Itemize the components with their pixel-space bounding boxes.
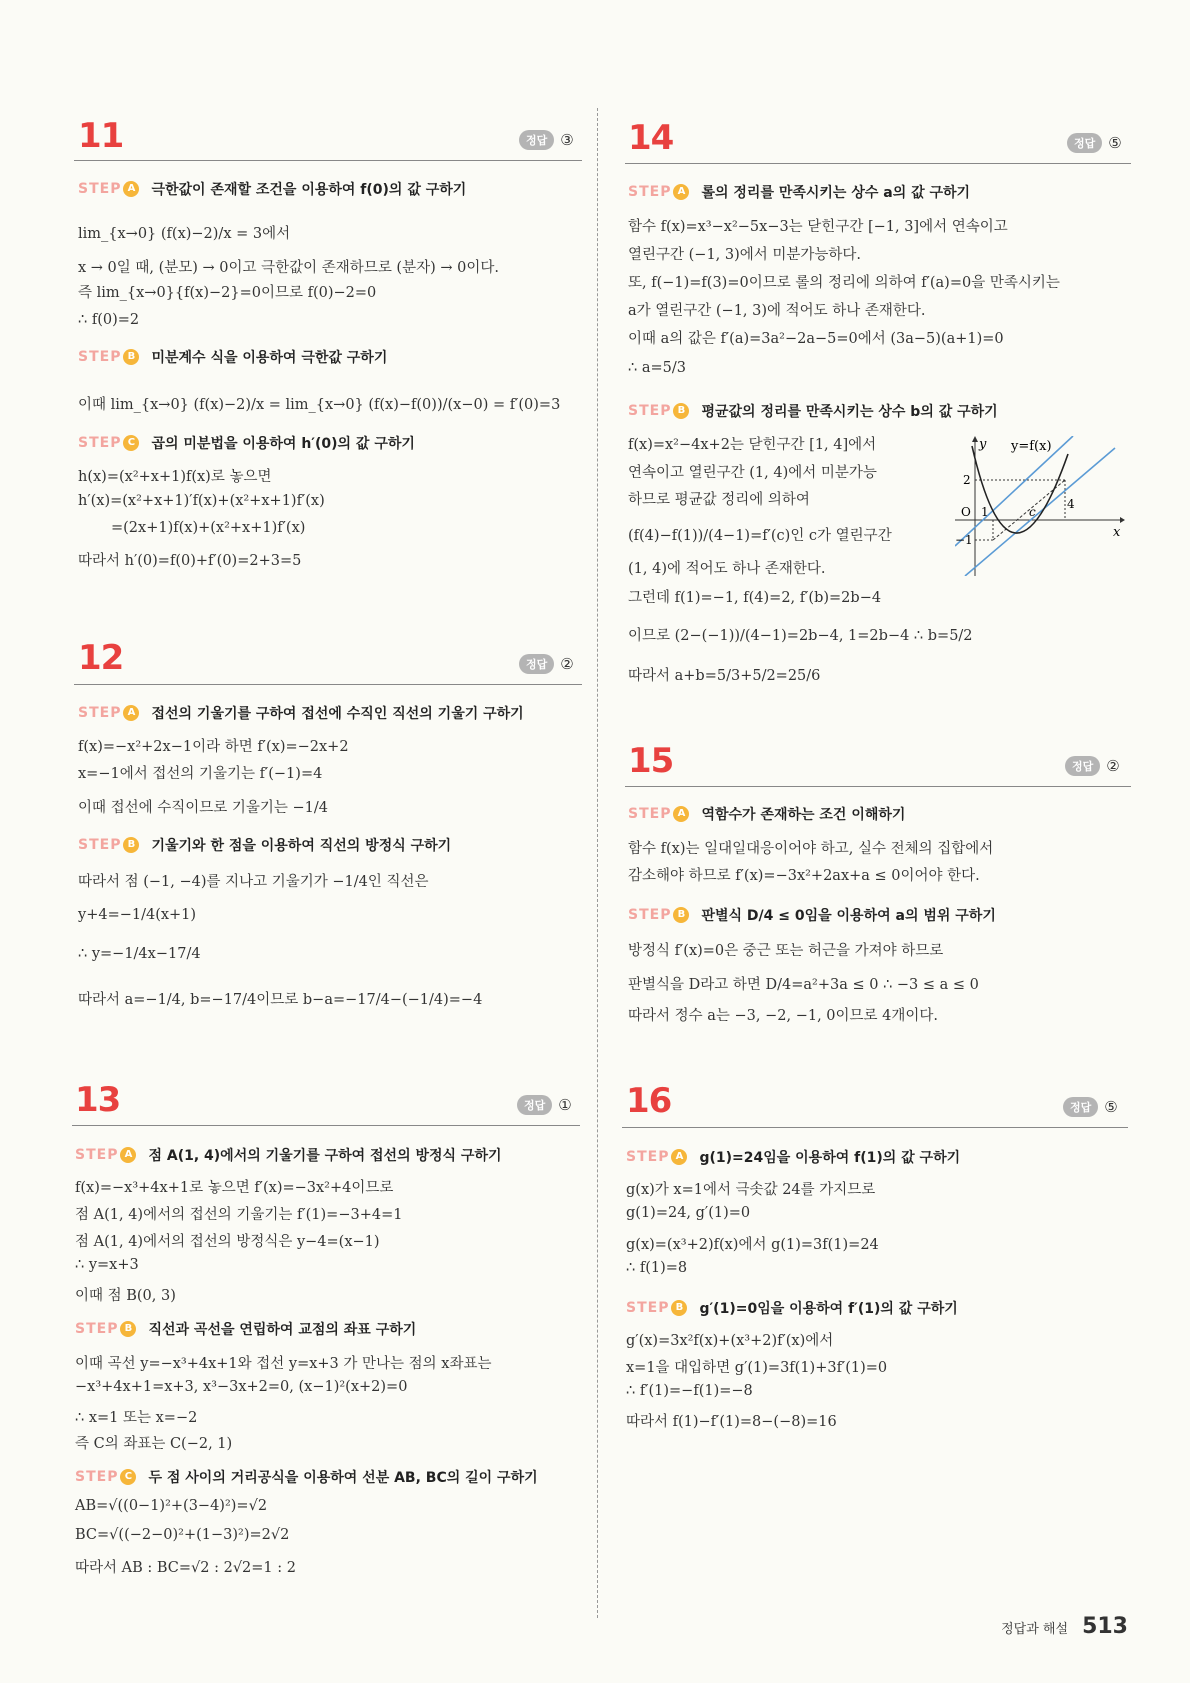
function-graph xyxy=(955,436,1125,576)
step-header xyxy=(78,703,524,723)
solution-line: 열린구간 (−1, 3)에서 미분가능하다. xyxy=(628,247,862,263)
solution-line: 하므로 평균값 정리에 의하여 xyxy=(628,492,810,508)
step-label: STEP xyxy=(78,837,122,853)
step-label: STEP xyxy=(75,1469,119,1485)
answer-value: ③ xyxy=(560,131,574,149)
solution-line: −x³+4x+1=x+3, x³−3x+2=0, (x−1)²(x+2)=0 xyxy=(75,1379,408,1395)
step-title: 평균값의 정리를 만족시키는 상수 b의 값 구하기 xyxy=(701,404,998,420)
step-title: 롤의 정리를 만족시키는 상수 a의 값 구하기 xyxy=(701,185,971,201)
step-title: g′(1)=0임을 이용하여 f′(1)의 값 구하기 xyxy=(699,1301,958,1317)
step-label: STEP xyxy=(628,184,672,200)
page-footer xyxy=(1001,1614,1128,1639)
answer-label: 정답 xyxy=(517,1095,552,1115)
section-label: 정답과 해설 xyxy=(1001,1622,1069,1637)
page-number: 513 xyxy=(1082,1614,1128,1639)
solution-line: 즉 C의 좌표는 C(−2, 1) xyxy=(75,1436,233,1452)
tick-label-c: c xyxy=(1029,505,1036,519)
solution-line: AB=√((0−1)²+(3−4)²)=√2 xyxy=(75,1498,268,1514)
step-header xyxy=(626,1147,960,1167)
problem-number: 14 xyxy=(628,118,674,158)
step-title: 직선과 곡선을 연립하여 교점의 좌표 구하기 xyxy=(148,1322,417,1338)
step-header xyxy=(626,1298,958,1318)
problem-number: 11 xyxy=(78,116,124,156)
solution-line: (f(4)−f(1))/(4−1)=f′(c)인 c가 열린구간 xyxy=(628,528,892,544)
function-label: y=f(x) xyxy=(1011,439,1052,454)
solution-line: 따라서 f(1)−f′(1)=8−(−8)=16 xyxy=(626,1414,837,1430)
solution-line: BC=√((−2−0)²+(1−3)²)=2√2 xyxy=(75,1527,290,1543)
answer-value: ② xyxy=(1106,757,1120,775)
solution-line: 점 A(1, 4)에서의 접선의 방정식은 y−4=(x−1) xyxy=(75,1234,380,1250)
answer-value: ② xyxy=(560,655,574,673)
solution-line: 방정식 f′(x)=0은 중근 또는 허근을 가져야 하므로 xyxy=(628,943,944,959)
solution-line: 이때 접선에 수직이므로 기울기는 −1/4 xyxy=(78,800,329,816)
solution-line: f(x)=x²−4x+2는 닫힌구간 [1, 4]에서 xyxy=(628,437,877,453)
solution-line: h(x)=(x²+x+1)f(x)로 놓으면 xyxy=(78,469,272,485)
solution-line: 따라서 정수 a는 −3, −2, −1, 0이므로 4개이다. xyxy=(628,1008,939,1024)
solution-line: lim_{x→0} (f(x)−2)/x = 3에서 xyxy=(78,226,291,242)
solution-line: x=−1에서 접선의 기울기는 f′(−1)=4 xyxy=(78,766,323,782)
answer-label: 정답 xyxy=(519,130,554,150)
step-header xyxy=(628,804,905,824)
step-label: STEP xyxy=(78,435,122,451)
solution-line: ∴ x=1 또는 x=−2 xyxy=(75,1410,198,1426)
step-marker: A xyxy=(123,181,139,197)
step-header xyxy=(75,1467,538,1487)
step-marker: C xyxy=(120,1469,136,1485)
tick-label-2: 2 xyxy=(963,473,971,487)
step-marker: B xyxy=(673,403,689,419)
step-title: 기울기와 한 점을 이용하여 직선의 방정식 구하기 xyxy=(151,838,452,854)
answer-badge xyxy=(519,654,574,674)
solution-line: g(1)=24, g′(1)=0 xyxy=(626,1205,751,1221)
step-label: STEP xyxy=(78,349,122,365)
step-label: STEP xyxy=(78,181,122,197)
tick-label-1: 1 xyxy=(981,505,989,519)
y-axis-label: y xyxy=(979,437,987,452)
answer-value: ⑤ xyxy=(1108,134,1122,152)
x-axis-label: x xyxy=(1113,525,1121,540)
solution-line: 이때 곡선 y=−x³+4x+1와 접선 y=x+3 가 만나는 점의 x좌표는 xyxy=(75,1356,492,1372)
solution-line: 이때 점 B(0, 3) xyxy=(75,1288,176,1304)
step-marker: A xyxy=(123,705,139,721)
step-marker: A xyxy=(671,1149,687,1165)
solution-line: 이때 a의 값은 f′(a)=3a²−2a−5=0에서 (3a−5)(a+1)=0 xyxy=(628,331,1004,347)
divider xyxy=(72,1125,580,1126)
solution-line: x → 0일 때, (분모) → 0이고 극한값이 존재하므로 (분자) → 0이다. xyxy=(78,260,499,276)
solution-line: 판별식을 D라고 하면 D/4=a²+3a ≤ 0 ∴ −3 ≤ a ≤ 0 xyxy=(628,977,979,993)
problem-number: 16 xyxy=(626,1081,672,1121)
divider xyxy=(74,160,582,161)
step-marker: B xyxy=(120,1321,136,1337)
answer-badge xyxy=(517,1095,572,1115)
solution-line: =(2x+1)f(x)+(x²+x+1)f′(x) xyxy=(111,520,306,536)
step-marker: A xyxy=(673,806,689,822)
solution-line: y+4=−1/4(x+1) xyxy=(78,907,197,923)
solution-line: 점 A(1, 4)에서의 접선의 기울기는 f′(1)=−3+4=1 xyxy=(75,1207,403,1223)
problem-number: 15 xyxy=(628,741,674,781)
solution-line: 함수 f(x)는 일대일대응이어야 하고, 실수 전체의 집합에서 xyxy=(628,841,994,857)
solution-line: 따라서 a+b=5/3+5/2=25/6 xyxy=(628,668,821,684)
solution-line: 연속이고 열린구간 (1, 4)에서 미분가능 xyxy=(628,465,877,481)
step-title: 극한값이 존재할 조건을 이용하여 f(0)의 값 구하기 xyxy=(151,182,467,198)
solution-line: 또, f(−1)=f(3)=0이므로 롤의 정리에 의하여 f′(a)=0을 만족시키는 xyxy=(628,275,1060,291)
solution-line: 감소해야 하므로 f′(x)=−3x²+2ax+a ≤ 0이어야 한다. xyxy=(628,868,980,884)
solution-line: g′(x)=3x²f(x)+(x³+2)f′(x)에서 xyxy=(626,1333,834,1349)
step-header xyxy=(75,1145,502,1165)
solution-line: ∴ y=−1/4x−17/4 xyxy=(78,946,201,962)
step-header xyxy=(75,1319,416,1339)
solution-line: 이므로 (2−(−1))/(4−1)=2b−4, 1=2b−4 ∴ b=5/2 xyxy=(628,628,973,644)
answer-badge xyxy=(1065,756,1120,776)
step-title: 판별식 D/4 ≤ 0임을 이용하여 a의 범위 구하기 xyxy=(701,908,996,924)
step-header xyxy=(78,433,415,453)
answer-badge xyxy=(519,130,574,150)
tick-label-neg1: −1 xyxy=(955,533,973,547)
step-title: 접선의 기울기를 구하여 접선에 수직인 직선의 기울기 구하기 xyxy=(151,706,524,722)
step-title: 점 A(1, 4)에서의 기울기를 구하여 접선의 방정식 구하기 xyxy=(148,1148,502,1164)
step-header xyxy=(628,182,970,202)
step-title: 미분계수 식을 이용하여 극한값 구하기 xyxy=(151,350,388,366)
step-label: STEP xyxy=(78,705,122,721)
answer-value: ⑤ xyxy=(1104,1098,1118,1116)
step-label: STEP xyxy=(628,907,672,923)
step-marker: B xyxy=(671,1300,687,1316)
step-marker: B xyxy=(673,907,689,923)
answer-badge xyxy=(1067,133,1122,153)
solution-line: g(x)가 x=1에서 극솟값 24를 가지므로 xyxy=(626,1182,876,1198)
solution-line: 따라서 AB : BC=√2 : 2√2=1 : 2 xyxy=(75,1560,296,1576)
solution-line: f(x)=−x³+4x+1로 놓으면 f′(x)=−3x²+4이므로 xyxy=(75,1180,394,1196)
step-marker: C xyxy=(123,435,139,451)
solution-line: 따라서 a=−1/4, b=−17/4이므로 b−a=−17/4−(−1/4)=−4 xyxy=(78,992,483,1008)
step-title: 곱의 미분법을 이용하여 h′(0)의 값 구하기 xyxy=(151,436,415,452)
step-marker: A xyxy=(120,1147,136,1163)
step-title: 두 점 사이의 거리공식을 이용하여 선분 AB, BC의 길이 구하기 xyxy=(148,1470,538,1486)
solution-line: ∴ a=5/3 xyxy=(628,360,686,376)
step-label: STEP xyxy=(628,403,672,419)
answer-badge xyxy=(1063,1097,1118,1117)
step-label: STEP xyxy=(626,1149,670,1165)
solution-line: (1, 4)에 적어도 하나 존재한다. xyxy=(628,561,826,577)
column-divider xyxy=(597,108,598,1618)
tick-label-4: 4 xyxy=(1067,497,1075,511)
x-axis-arrow xyxy=(1120,517,1125,523)
step-label: STEP xyxy=(628,806,672,822)
problem-number: 12 xyxy=(78,638,124,678)
step-header xyxy=(628,401,998,421)
solution-line: 즉 lim_{x→0}{f(x)−2}=0이므로 f(0)−2=0 xyxy=(78,285,377,301)
solution-line: ∴ y=x+3 xyxy=(75,1257,139,1273)
divider xyxy=(625,163,1131,164)
solution-line: 함수 f(x)=x³−x²−5x−3는 닫힌구간 [−1, 3]에서 연속이고 xyxy=(628,219,1008,235)
divider xyxy=(625,786,1131,787)
origin-label: O xyxy=(961,505,971,519)
step-label: STEP xyxy=(75,1147,119,1163)
step-title: 역함수가 존재하는 조건 이해하기 xyxy=(701,807,906,823)
y-axis-arrow xyxy=(972,436,978,442)
step-header xyxy=(78,835,451,855)
solution-line: 이때 lim_{x→0} (f(x)−2)/x = lim_{x→0} (f(x)−f(0))/(x−0) = f′(0)=3 xyxy=(78,397,561,413)
solution-line: 따라서 h′(0)=f(0)+f′(0)=2+3=5 xyxy=(78,553,302,569)
step-label: STEP xyxy=(626,1300,670,1316)
answer-label: 정답 xyxy=(1063,1097,1098,1117)
step-marker: B xyxy=(123,837,139,853)
solution-line: x=1을 대입하면 g′(1)=3f(1)+3f′(1)=0 xyxy=(626,1360,888,1376)
step-marker: B xyxy=(123,349,139,365)
answer-label: 정답 xyxy=(1067,133,1102,153)
solution-line: ∴ f′(1)=−f(1)=−8 xyxy=(626,1383,753,1399)
step-header xyxy=(628,905,996,925)
step-label: STEP xyxy=(75,1321,119,1337)
divider xyxy=(74,684,582,685)
solution-line: g(x)=(x³+2)f(x)에서 g(1)=3f(1)=24 xyxy=(626,1237,879,1253)
solution-line: h′(x)=(x²+x+1)′f(x)+(x²+x+1)f′(x) xyxy=(78,493,325,509)
solution-line: f(x)=−x²+2x−1이라 하면 f′(x)=−2x+2 xyxy=(78,739,349,755)
step-header xyxy=(78,347,387,367)
solution-line: a가 열린구간 (−1, 3)에 적어도 하나 존재한다. xyxy=(628,303,926,319)
answer-label: 정답 xyxy=(519,654,554,674)
answer-label: 정답 xyxy=(1065,756,1100,776)
step-title: g(1)=24임을 이용하여 f(1)의 값 구하기 xyxy=(699,1150,961,1166)
step-header xyxy=(78,179,466,199)
step-marker: A xyxy=(673,184,689,200)
divider xyxy=(622,1127,1128,1128)
problem-number: 13 xyxy=(75,1080,121,1120)
solution-line: 그런데 f(1)=−1, f(4)=2, f′(b)=2b−4 xyxy=(628,590,882,606)
answer-value: ① xyxy=(558,1096,572,1114)
solution-line: ∴ f(1)=8 xyxy=(626,1260,688,1276)
solution-line: ∴ f(0)=2 xyxy=(78,312,140,328)
solution-line: 따라서 점 (−1, −4)를 지나고 기울기가 −1/4인 직선은 xyxy=(78,874,429,890)
